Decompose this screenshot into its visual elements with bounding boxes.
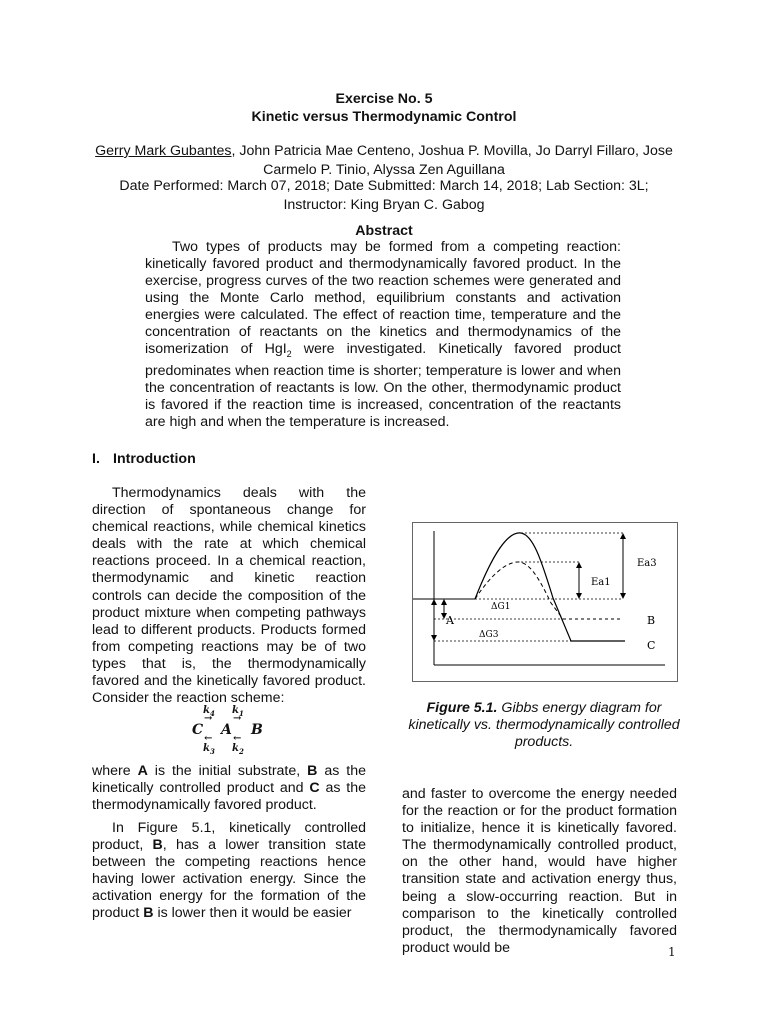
dg3-arrow-head-top: [431, 599, 437, 605]
arrow-left-1: ←: [204, 733, 213, 744]
ea3-arrow-head-bottom: [620, 593, 626, 599]
species-a: A: [221, 722, 232, 738]
p3-text-a: In Figure 5.1, kinetically controlled product,: [92, 820, 366, 854]
reaction-scheme: [188, 705, 268, 757]
dg3-arrow-head-bottom: [431, 635, 437, 641]
section-heading-introduction: [92, 451, 196, 467]
abstract-heading: Abstract: [355, 223, 413, 239]
p3-bold-b2: B: [143, 905, 154, 922]
label-ea3: Ea3: [637, 558, 657, 569]
p2-bold-c: C: [309, 780, 320, 797]
rate-k4: $k_4$: [203, 705, 215, 718]
species-c: C: [192, 722, 204, 738]
authors: [92, 142, 676, 180]
gibbs-energy-diagram: [412, 522, 678, 682]
caption-text: Gibbs energy diagram for kinetically vs. thermodynamically controlled products.: [408, 700, 680, 750]
p2-text-d: as the thermodynamically favored product.: [92, 780, 367, 814]
rate-k2: $k_2$: [232, 743, 244, 756]
arrow-right-1: →: [204, 713, 213, 724]
arrow-right-2: →: [233, 713, 242, 724]
diagram-svg: [413, 523, 677, 681]
page-number: 1: [668, 945, 676, 959]
species-b: B: [251, 722, 263, 738]
exercise-number: Exercise No. 5: [335, 91, 433, 107]
arrow-left-2: ←: [233, 733, 242, 744]
intro-paragraph-1: Thermodynamics deals with the direction of spontaneous change for chemical reactions, while chemical kinetics deals with the rate at which chemical reactions proceed. In a chemical reaction, thermodynamic and kinetic reaction controls can decide the composition of the product mixture when competing pathways lead to different products. Products formed from competing reactions may be of two types that is, the thermodynamically favored and the kinetically favored product. Consider the reaction scheme:: [92, 485, 366, 707]
p3-text-c: is lower then it would be easier: [153, 905, 352, 922]
label-dg1: ΔG1: [491, 602, 511, 612]
p2-text-b: is the initial substrate,: [147, 763, 308, 779]
p2-bold-a: A: [137, 763, 148, 779]
p2-bold-b: B: [307, 763, 318, 779]
abstract-text: [145, 239, 621, 431]
instructor-line: Instructor: King Bryan C. Gabog: [283, 197, 485, 213]
label-b: B: [647, 614, 656, 627]
rate-k1: $k_1$: [232, 705, 244, 718]
abstract-text-b: were investigated. Kinetically favored product predominates when reaction time is shorter; temperature is lower and when the concentration of reactants is low. On the other, thermodynamic product is favored if the reaction time is increased, concentration of the reactants are high and when the temperature is increased.: [145, 341, 621, 431]
label-c: C: [647, 639, 656, 652]
abstract-text-a: Two types of products may be formed from a competing reaction: kinetically favored product and thermodynamically favored product. In the exercise, progress curves of the two reaction schemes were generated and using the Monte Carlo method, equilibrium constants and activation energies were calculated. The effect of reaction time, temperature and the concentration of reactants on the kinetics and thermodynamics of the isomerization of HgI: [145, 239, 621, 358]
section-title: Introduction: [113, 451, 196, 467]
intro-paragraph-4: and faster to overcome the energy needed for the reaction or for the product formation to initialize, hence it is kinetically favored. The thermodynamically controlled product, on the other hand, would have higher transition state and activation energy thus, being a slow-occurring reaction. But in comparison to the kinetically controlled product, the thermodynamically favored product would be: [402, 786, 677, 956]
p2-text-c: as the kinetically controlled product and: [92, 763, 366, 797]
label-a: A: [446, 614, 454, 627]
kinetic-path: [475, 562, 563, 619]
intro-paragraph-3: [92, 820, 366, 923]
intro-paragraph-2: [92, 763, 366, 814]
other-authors: , John Patricia Mae Centeno, Joshua P. Movilla, Jo Darryl Fillaro, Jose Carmelo P. Tinio, Alyssa Zen Aguillana: [231, 143, 673, 178]
ea1-arrow-head-top: [576, 562, 582, 568]
ea1-arrow-head-bottom: [576, 593, 582, 599]
label-dg3: ΔG3: [479, 630, 499, 640]
paper-title: Kinetic versus Thermodynamic Control: [251, 109, 517, 125]
figure-caption: [402, 700, 686, 751]
lead-author: Gerry Mark Gubantes: [95, 143, 232, 159]
dates-line: Date Performed: March 07, 2018; Date Submitted: March 14, 2018; Lab Section: 3L;: [119, 178, 649, 194]
section-number: I.: [92, 451, 100, 467]
label-ea1: Ea1: [591, 577, 611, 588]
p3-text-b: , has a lower transition state between the competing reactions hence having lower activation energy. Since the activation energy for the formation of the product: [92, 837, 366, 922]
p2-text-a: where: [92, 763, 138, 779]
ea3-arrow-head-top: [620, 533, 626, 539]
dg1-arrow-head-top: [441, 599, 447, 605]
p3-bold-b: B: [152, 837, 163, 854]
abstract-subscript: 2: [286, 349, 292, 360]
caption-label: Figure 5.1.: [426, 700, 498, 716]
rate-k3: $k_3$: [203, 743, 215, 756]
dates-instructor: [92, 177, 676, 215]
